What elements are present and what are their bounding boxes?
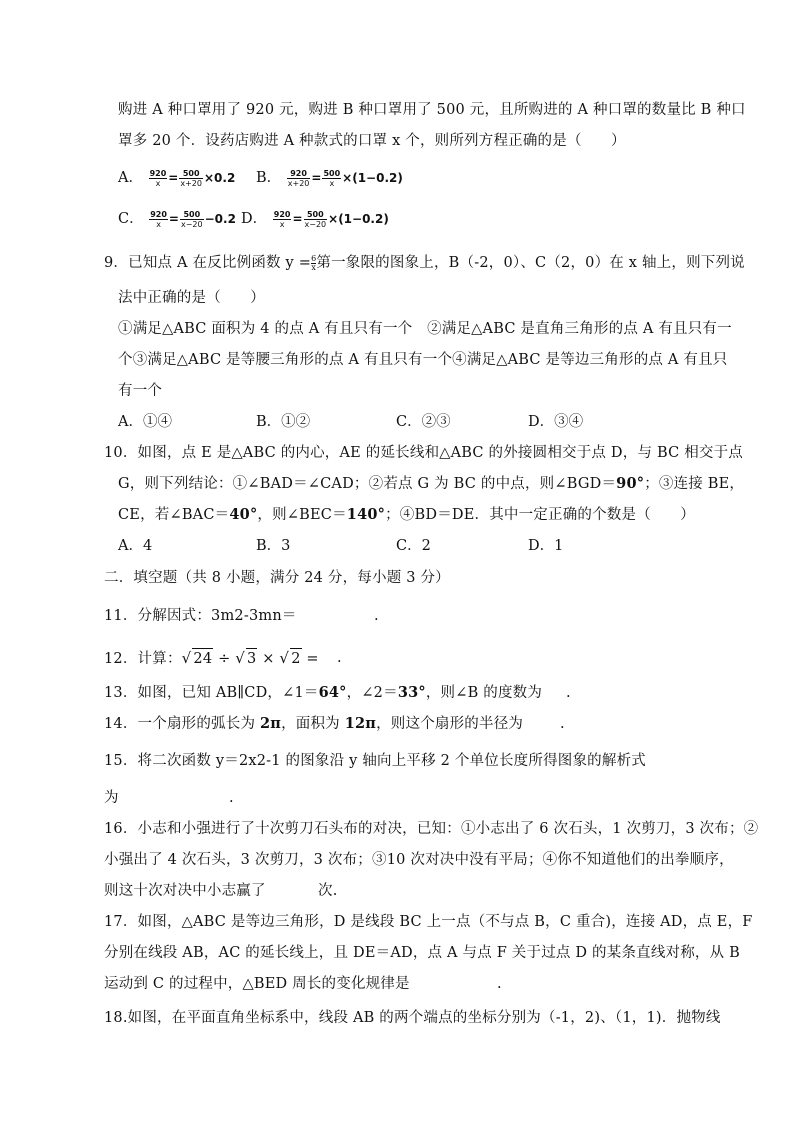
q14-text: 14．一个扇形的弧长为 2π，面积为 12π，则这个扇形的半径为 bbox=[104, 715, 524, 732]
q9-option-a[interactable]: A．①④ bbox=[118, 414, 172, 430]
fraction: $\frac{920}{x}$ bbox=[150, 209, 167, 229]
fraction: $\frac{6}{x}$ bbox=[311, 253, 317, 272]
sqrt-icon: √ bbox=[181, 649, 192, 667]
q16-line1: 16．小志和小强进行了十次剪刀石头布的对决，已知：①小志出了 6 次石头，1 次剪刀，3 次布；② bbox=[104, 821, 759, 837]
q10-option-b[interactable]: B．3 bbox=[256, 538, 291, 554]
q18-line1: 18.如图，在平面直角坐标系中，线段 AB 的两个端点的坐标分别为（-1，2)、（1，1)．抛物线 bbox=[104, 1010, 721, 1026]
q14-end: . bbox=[560, 716, 565, 732]
q8-line2: 罩多 20 个．设药店购进 A 种款式的口罩 x 个，则所列方程正确的是（ ） bbox=[118, 133, 626, 149]
q10-option-c[interactable]: C．2 bbox=[396, 538, 431, 554]
fraction: $\frac{500}{x+20}$ bbox=[180, 168, 202, 188]
option-label: D． bbox=[241, 211, 268, 227]
q13-text: 13．如图，已知 AB∥CD，∠1＝64°，∠2＝33°，则∠B 的度数为 bbox=[104, 684, 543, 701]
q17-line3: 运动到 C 的过程中，△BED 周长的变化规律是 bbox=[104, 976, 410, 992]
option-label: A． bbox=[118, 170, 143, 186]
q17-end: . bbox=[497, 976, 502, 992]
q8-option-d[interactable]: D． $\frac{920}{x}$ = $\frac{500}{x-20}$ ×(1−0.2) bbox=[241, 209, 389, 229]
q8-option-c[interactable]: C． $\frac{920}{x}$ = $\frac{500}{x-20}$ −0.2 bbox=[118, 209, 236, 229]
fraction: $\frac{500}{x-20}$ bbox=[304, 209, 327, 229]
q11-text: 11．分解因式：3m2-3mn＝ bbox=[104, 608, 297, 624]
q10-option-a[interactable]: A．4 bbox=[118, 538, 153, 554]
fraction: $\frac{500}{x}$ bbox=[323, 168, 341, 188]
section-heading: 二．填空题（共 8 小题，满分 24 分，每小题 3 分） bbox=[104, 570, 450, 586]
q17-line1: 17．如图，△ABC 是等边三角形，D 是线段 BC 上一点（不与点 B，C 重合)，连接 AD，点 E，F bbox=[104, 914, 753, 930]
q13-end: . bbox=[566, 685, 571, 701]
q12-text: 12．计算：√ 24 ÷ √ 3 × √ 2 = bbox=[104, 649, 319, 667]
q16-line3b: 次. bbox=[318, 883, 338, 899]
q9-line4: 个③满足△ABC 是等腰三角形的点 A 有且只有一个④满足△ABC 是等边三角形的点 A 有且只 bbox=[118, 352, 728, 368]
fraction: $\frac{920}{x}$ bbox=[149, 168, 167, 188]
fraction: $\frac{500}{x-20}$ bbox=[180, 209, 203, 229]
q10-line2: G，则下列结论：①∠BAD＝∠CAD；②若点 G 为 BC 的中点，则∠BGD＝90°；③连接 BE， bbox=[118, 475, 745, 492]
q10-line3: CE，若∠BAC＝40°，则∠BEC＝140°；④BD＝DE．其中一定正确的个数是（ ） bbox=[118, 506, 695, 523]
q12-end: . bbox=[337, 650, 342, 666]
q16-line2: 小强出了 4 次石头，3 次剪刀，3 次布；③10 次对决中没有平局；④你不知道他们的出拳顺序， bbox=[104, 852, 734, 868]
option-label: B． bbox=[256, 170, 282, 186]
q11-end: . bbox=[374, 608, 379, 624]
q17-line2: 分别在线段 AB，AC 的延长线上，且 DE＝AD，点 A 与点 F 关于过点 D 的某条直线对称，从 B bbox=[104, 945, 741, 961]
q15-end: . bbox=[229, 790, 234, 806]
q9-line5: 有一个 bbox=[118, 383, 163, 399]
q10-option-d[interactable]: D．1 bbox=[528, 538, 564, 554]
fraction: $\frac{920}{x+20}$ bbox=[287, 168, 310, 188]
q9-line3: ①满足△ABC 面积为 4 的点 A 有且只有一个 ②满足△ABC 是直角三角形的点 A 有且只有一 bbox=[118, 321, 732, 337]
q15-line1: 15．将二次函数 y＝2x2-1 的图象沿 y 轴向上平移 2 个单位长度所得图象的解析式 bbox=[104, 753, 646, 769]
q9-line2: 法中正确的是（ ） bbox=[118, 290, 265, 306]
q8-line1: 购进 A 种口罩用了 920 元，购进 B 种口罩用了 500 元，且所购进的 A 种口罩的数量比 B 种口 bbox=[118, 102, 746, 118]
q8-option-b[interactable]: B． $\frac{920}{x+20}$ = $\frac{500}{x}$ ×(1−0.2) bbox=[256, 168, 403, 188]
q9-option-b[interactable]: B．①② bbox=[256, 414, 311, 430]
q9-option-c[interactable]: C．②③ bbox=[396, 414, 451, 430]
q8-option-a[interactable]: A． $\frac{920}{x}$ = $\frac{500}{x+20}$ ×0.2 bbox=[118, 168, 236, 188]
q9-line1: 9．已知点 A 在反比例函数 y = $\frac{6}{x}$第一象限的图象上，B（-2，0）、C（2，0）在 x 轴上，则下列说 bbox=[104, 253, 745, 272]
fraction: $\frac{920}{x}$ bbox=[273, 209, 291, 229]
sqrt-icon: √ bbox=[279, 649, 290, 667]
q15-line2: 为 bbox=[104, 790, 119, 806]
sqrt-icon: √ bbox=[235, 649, 246, 667]
q16-line3a: 则这十次对决中小志赢了 bbox=[104, 883, 266, 899]
option-label: C． bbox=[118, 211, 144, 227]
q10-line1: 10．如图，点 E 是△ABC 的内心，AE 的延长线和△ABC 的外接圆相交于点 D，与 BC 相交于点 bbox=[104, 445, 743, 461]
q9-option-d[interactable]: D．③④ bbox=[528, 414, 584, 430]
